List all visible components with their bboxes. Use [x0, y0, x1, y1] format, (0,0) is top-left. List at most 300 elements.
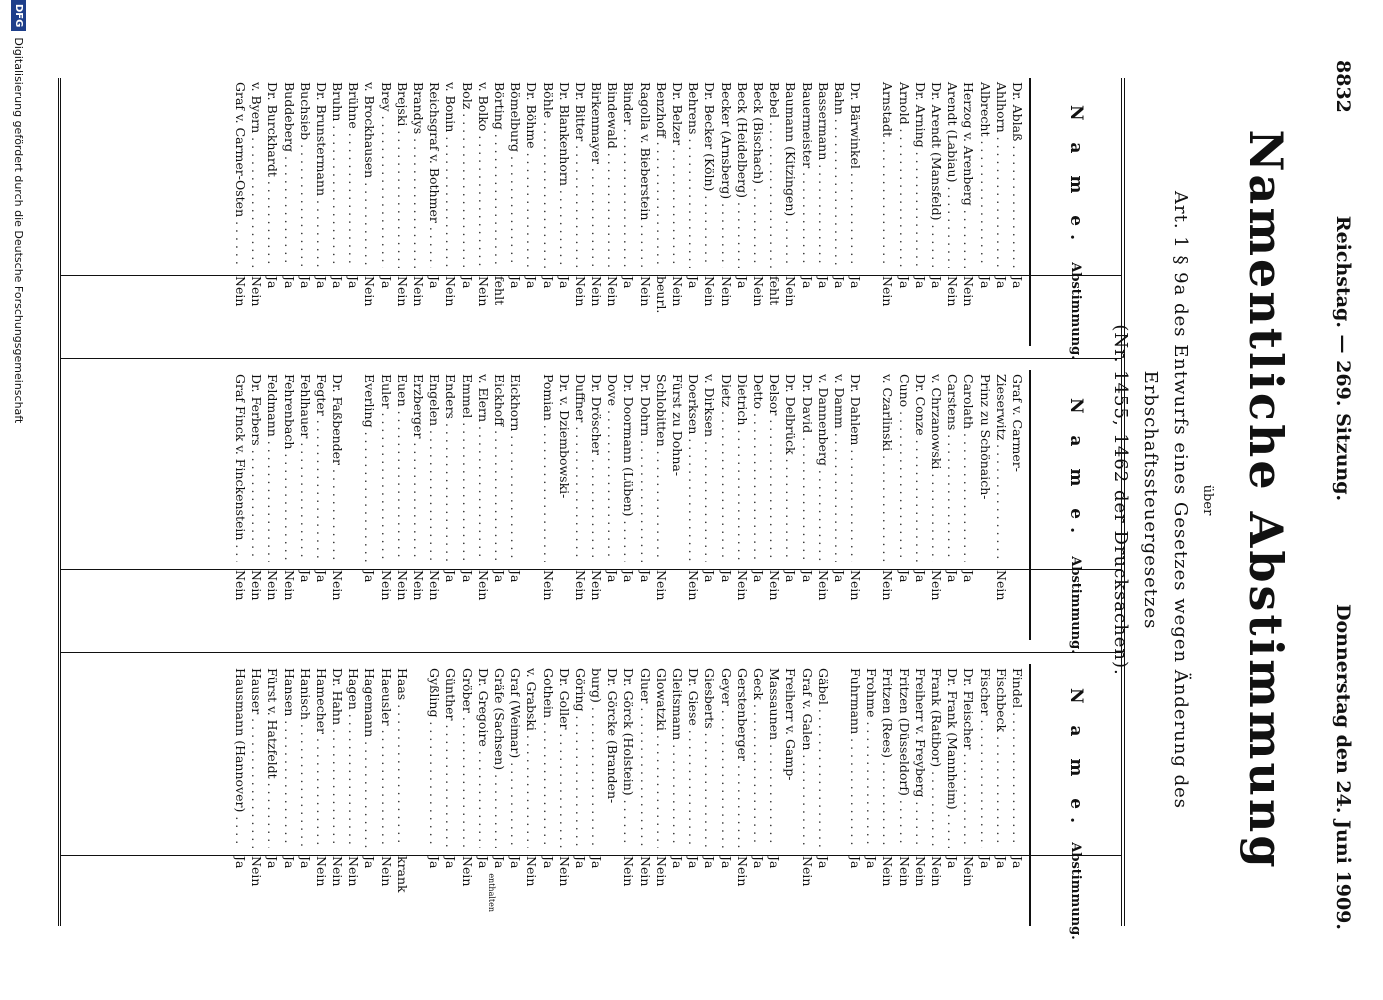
vote-value: Ja — [265, 276, 281, 289]
member-name: Dr. Dohrn . . . — [637, 370, 653, 562]
table-row — [637, 664, 653, 926]
vote-value: Ja — [297, 856, 313, 869]
table-column-1 — [61, 78, 1121, 360]
table-row — [248, 664, 264, 926]
member-name: Giesberts . . . — [701, 664, 717, 848]
table-row — [410, 370, 426, 640]
table-row — [734, 664, 750, 926]
member-name: Dr. Dahlem . . . — [847, 370, 863, 562]
table-row — [329, 370, 345, 640]
vote-value: Ja — [362, 570, 378, 583]
dfg-logo: DFG — [12, 0, 27, 31]
member-name: Dr. Goller . . . — [556, 664, 572, 848]
vote-value: Nein — [880, 856, 896, 887]
vote-value — [669, 562, 685, 640]
member-name: Fritzen (Rees) . . . — [879, 664, 895, 848]
member-name: Dr. Brunstermann . . . — [313, 78, 329, 268]
member-name: Böhle . . . — [539, 78, 555, 268]
vote-value: Nein — [443, 276, 459, 307]
member-name: Dr. Görck (Holstein) . . . — [620, 664, 636, 848]
member-name: Carstens . . . — [944, 370, 960, 562]
member-name: Dr. Becker (Köln) . . . — [701, 78, 717, 268]
vote-value: Nein — [394, 570, 410, 601]
table-row — [313, 78, 329, 346]
table-row — [345, 664, 361, 926]
table-row — [815, 370, 831, 640]
table-row — [944, 664, 960, 926]
member-name: Feldmann . . . — [264, 370, 280, 562]
vote-value: Ja — [459, 570, 475, 583]
vote-value: Ja — [621, 276, 637, 289]
member-name: burg) . . . — [588, 664, 604, 848]
member-name: Freiherr v. Gamp- — [783, 668, 799, 781]
vote-value: Nein — [702, 276, 718, 307]
vote-value: Ja — [443, 570, 459, 583]
table-row — [815, 78, 831, 346]
member-name: Bindewald . . . — [604, 78, 620, 268]
vote-value: fehlt — [492, 276, 507, 306]
member-name: Glowatzki . . . — [653, 664, 669, 848]
table-row — [539, 78, 555, 346]
table-row — [944, 370, 960, 640]
member-name: v. Bolko . . . — [475, 78, 491, 268]
vote-value — [976, 562, 992, 640]
vote-value: Ja — [556, 276, 572, 289]
table-row — [766, 664, 782, 926]
table-row — [669, 664, 685, 926]
member-name: Dove . . . — [604, 370, 620, 562]
session-title: Reichstag. — 269. Sitzung. — [1332, 215, 1354, 502]
vote-value: Nein — [427, 570, 443, 601]
vote-header: Abstimmung. — [1068, 556, 1084, 654]
table-row — [426, 78, 442, 346]
vote-value — [345, 562, 361, 640]
table-row — [993, 78, 1009, 346]
table-row — [442, 664, 458, 926]
member-name — [831, 664, 847, 848]
vote-value — [523, 562, 539, 640]
vote-value: Nein — [670, 276, 686, 307]
table-row — [912, 664, 928, 926]
vote-value: Ja — [702, 570, 718, 583]
session-date: Donnerstag den 24. Juni 1909. — [1332, 604, 1354, 930]
table-row — [604, 370, 620, 640]
member-name: Eickhoff . . . — [491, 370, 507, 562]
table-row — [734, 78, 750, 346]
member-name: Haeusler . . . — [378, 664, 394, 848]
vote-value: Nein — [848, 570, 864, 601]
table-row — [442, 78, 458, 346]
table-row — [1009, 664, 1025, 926]
member-name: Hansen . . . — [280, 664, 296, 848]
table-row — [669, 370, 685, 640]
table-row — [847, 370, 863, 640]
vote-value: Ja — [670, 856, 686, 869]
vote-value: Nein — [249, 276, 265, 307]
member-name: Gröber . . . — [458, 664, 474, 848]
vote-value: Ja — [362, 856, 378, 869]
vote-value: Ja — [281, 856, 297, 869]
member-name: Fürst v. Hatzfeldt . . . — [264, 664, 280, 848]
table-row — [944, 78, 960, 346]
member-name: v. Grabski . . . — [523, 664, 539, 848]
table-row — [394, 78, 410, 346]
vote-value: Ja — [378, 276, 394, 289]
vote-value: Ja — [508, 276, 524, 289]
member-name: Buddeberg . . . — [280, 78, 296, 268]
table-row — [960, 78, 976, 346]
vote-value: Nein — [653, 856, 669, 887]
vote-value: Nein — [961, 856, 977, 887]
vote-value: Ja — [492, 856, 507, 869]
vote-value: Ja — [977, 856, 993, 869]
vote-value: fehlt — [767, 276, 783, 306]
vote-value — [556, 562, 572, 640]
member-name — [523, 370, 539, 562]
vote-value: Nein — [378, 856, 394, 887]
vote-value: Ja — [265, 856, 281, 869]
member-name: Dr. Arning . . . — [912, 78, 928, 268]
vote-value: Ja — [475, 856, 491, 869]
vote-value: krank — [394, 856, 410, 893]
member-name: Dr. Bärwinkel . . . — [847, 78, 863, 268]
member-name: Frank (Ratibor) . . . — [928, 664, 944, 848]
name-header: N a m e. — [1031, 664, 1121, 856]
member-name: Dr. Bitter . . . — [572, 78, 588, 268]
vote-value: Ja — [524, 276, 540, 289]
member-name: Doerksen . . . — [685, 370, 701, 562]
vote-value: Ja — [831, 570, 847, 583]
member-name: Gothein . . . — [539, 664, 555, 848]
vote-value: Ja — [718, 570, 734, 583]
vote-value — [863, 268, 879, 346]
table-row — [815, 664, 831, 926]
member-name: Hagen . . . — [345, 664, 361, 848]
member-name: v. Brockhausen . . . — [361, 78, 377, 268]
member-name: Eickhorn . . . — [507, 370, 523, 562]
member-name: v. Dannenberg . . . — [815, 370, 831, 562]
vote-value: Ja — [313, 276, 329, 289]
table-row — [766, 78, 782, 346]
member-name: Dr. Conze . . . — [912, 370, 928, 562]
vote-value: Nein — [475, 276, 491, 307]
member-name: Brühne . . . — [345, 78, 361, 268]
table-row — [960, 370, 976, 640]
member-name: Arnold . . . — [896, 78, 912, 268]
member-name: Freiherr v. Freyberg . . . — [912, 664, 928, 848]
member-name: Gerstenberger . . . — [734, 664, 750, 848]
member-name: Pomian . . . — [539, 370, 555, 562]
table-row — [896, 78, 912, 346]
member-name: Dr. v. Dziembowski- — [556, 374, 572, 499]
member-name: Bebel . . . — [766, 78, 782, 268]
vote-value — [410, 848, 426, 926]
table-row — [329, 664, 345, 926]
table-row — [653, 370, 669, 640]
table-row — [831, 664, 847, 926]
vote-value: Nein — [378, 570, 394, 601]
table-row — [264, 664, 280, 926]
vote-value: Ja — [961, 570, 977, 583]
subject-line-2: (Nr. 1455, 1462 der Drucksachen). — [1110, 324, 1131, 676]
table-row — [248, 370, 264, 640]
table-row — [976, 664, 992, 926]
member-name: Dr. Hahn . . . — [329, 664, 345, 848]
member-name: Graf Finck v. Finckenstein . . . — [232, 370, 248, 562]
vote-value: Ja — [734, 276, 750, 289]
member-name: Fürst zu Dohna- — [670, 374, 686, 477]
vote-value: beurl. — [653, 276, 669, 314]
vote-table — [58, 78, 1125, 940]
member-name: Cuno . . . — [896, 370, 912, 562]
table-rows — [232, 664, 1029, 926]
vote-value: Ja — [799, 276, 815, 289]
table-row — [685, 664, 701, 926]
table-row — [637, 78, 653, 346]
table-row — [879, 370, 895, 640]
vote-value: Ja — [427, 856, 443, 869]
member-name: v. Chrzanowski . . . — [928, 370, 944, 562]
member-name: Hausmann (Hannover) . . . — [232, 664, 248, 848]
table-column-2 — [61, 370, 1121, 654]
vote-value: Nein — [961, 276, 977, 307]
table-row — [572, 370, 588, 640]
member-name: Haas . . . — [394, 664, 410, 848]
member-name: Gäbel . . . — [815, 664, 831, 848]
name-header: N a m e. — [1031, 370, 1121, 570]
vote-value: Ja — [427, 276, 443, 289]
member-name: Hauser . . . — [248, 664, 264, 848]
table-row — [928, 664, 944, 926]
member-name: Dr. Delbrück . . . — [782, 370, 798, 562]
table-row — [847, 664, 863, 926]
table-row — [588, 370, 604, 640]
vote-value: Ja — [1010, 276, 1025, 289]
table-row — [993, 370, 1009, 640]
table-row — [604, 664, 620, 926]
table-row — [361, 370, 377, 640]
member-name: Benzhoff . . . — [653, 78, 669, 268]
vote-value: Ja — [848, 276, 864, 289]
vote-value: Nein — [734, 570, 750, 601]
member-name: Buchsieb . . . — [297, 78, 313, 268]
member-name: Dr. Giese . . . — [685, 664, 701, 848]
vote-value: Ja — [492, 570, 507, 583]
member-name: Ragolla v. Bieberstein . . . — [637, 78, 653, 268]
vote-value: Nein — [605, 276, 621, 307]
table-row — [556, 78, 572, 346]
member-name: Engelen . . . — [426, 370, 442, 562]
member-name: Carolath . . . — [960, 370, 976, 562]
vote-value: Nein — [929, 570, 945, 601]
vote-value: Nein — [572, 276, 588, 307]
member-name: Dr. Gregoire . . . — [475, 664, 491, 848]
member-name: Bömelburg . . . — [507, 78, 523, 268]
member-name: v. Elern . . . — [475, 370, 491, 562]
table-row — [248, 78, 264, 346]
table-row — [378, 78, 394, 346]
vote-value: Nein — [589, 276, 605, 307]
table-row — [232, 78, 248, 346]
vote-value: Ja — [848, 856, 864, 869]
vote-value: Nein — [346, 856, 362, 887]
vote-value: Ja — [896, 276, 912, 289]
table-column-3 — [61, 664, 1121, 940]
member-name: Delsor . . . — [766, 370, 782, 562]
table-row — [426, 370, 442, 640]
vote-value: Nein — [249, 856, 265, 887]
table-row — [798, 370, 814, 640]
table-row — [604, 78, 620, 346]
member-name: Graf v. Galen . . . — [798, 664, 814, 848]
table-row — [976, 370, 992, 640]
member-name: Detto . . . — [750, 370, 766, 562]
vote-value: Ja — [233, 856, 248, 869]
vote-value: Ja — [945, 570, 961, 583]
table-row — [280, 370, 296, 640]
vote-value: Nein — [637, 856, 653, 887]
table-row — [701, 370, 717, 640]
table-row — [523, 78, 539, 346]
table-row — [458, 370, 474, 640]
column-divider — [61, 358, 1121, 359]
table-row — [766, 370, 782, 640]
column-divider — [61, 652, 1121, 653]
vote-value: Ja — [751, 570, 766, 583]
table-row — [798, 78, 814, 346]
vote-value: Ja — [313, 570, 329, 583]
table-row — [831, 370, 847, 640]
table-row — [701, 78, 717, 346]
member-name: Behrens . . . — [685, 78, 701, 268]
vote-value: Ja — [589, 856, 605, 869]
vote-value — [782, 848, 798, 926]
table-row — [329, 78, 345, 346]
vote-header: Abstimmung. — [1068, 842, 1084, 940]
table-row — [976, 78, 992, 346]
vote-value: Ja — [815, 276, 831, 289]
vote-value: Ja — [443, 856, 459, 869]
vote-value: Nein — [686, 570, 702, 601]
vote-value: Nein — [524, 856, 540, 887]
member-name: Duffner . . . — [572, 370, 588, 562]
member-name: Dietz . . . — [717, 370, 733, 562]
member-name: Dr. Burckhardt . . . — [264, 78, 280, 268]
member-name: Bauermeister . . . — [798, 78, 814, 268]
vote-value: Nein — [637, 276, 653, 307]
member-name: Hanisch . . . — [297, 664, 313, 848]
table-row — [896, 370, 912, 640]
member-name: Arnstadt . . . — [879, 78, 895, 268]
member-name: Geyer . . . — [717, 664, 733, 848]
member-name: Dr. Doormann (Lüben) . . . — [620, 370, 636, 562]
vote-value: Nein — [880, 570, 896, 601]
vote-value: Ja — [751, 856, 766, 869]
table-row — [717, 370, 733, 640]
vote-value: Nein — [540, 570, 556, 601]
member-name: Dr. Dröscher . . . — [588, 370, 604, 562]
table-row — [831, 78, 847, 346]
page-number: 8832 — [1332, 60, 1354, 113]
member-name: Schlobitten . . . — [653, 370, 669, 562]
table-row — [442, 370, 458, 640]
vote-value: Nein — [411, 276, 427, 307]
vote-value: Nein — [751, 276, 766, 307]
vote-value: Nein — [929, 856, 945, 887]
table-row — [750, 78, 766, 346]
table-row — [297, 370, 313, 640]
member-name: Gyßling . . . — [426, 664, 442, 848]
vote-value: Ja — [702, 856, 718, 869]
member-name: Dr. Ablaß . . . — [1009, 78, 1025, 268]
table-row — [361, 664, 377, 926]
table-row — [847, 78, 863, 346]
vote-value: Ja — [912, 276, 928, 289]
table-row — [361, 78, 377, 346]
vote-value: Ja — [459, 276, 475, 289]
vote-value: Nein — [330, 856, 346, 887]
table-row — [572, 664, 588, 926]
vote-value: Nein — [233, 570, 248, 601]
table-row — [378, 370, 394, 640]
vote-header: Abstimmung. — [1068, 262, 1084, 360]
vote-value: Nein — [621, 856, 637, 887]
vote-value: Ja — [993, 276, 1009, 289]
table-row — [410, 78, 426, 346]
vote-value: Ja — [605, 570, 621, 583]
member-name: Emmel . . . — [458, 370, 474, 562]
table-row — [426, 664, 442, 926]
table-row — [458, 78, 474, 346]
table-row — [896, 664, 912, 926]
member-name: Euler . . . — [378, 370, 394, 562]
table-row — [928, 78, 944, 346]
table-row — [879, 78, 895, 346]
table-row — [313, 664, 329, 926]
vote-value: Nein — [896, 856, 912, 887]
table-row — [653, 78, 669, 346]
table-row — [232, 370, 248, 640]
vote-value: Nein — [556, 856, 572, 887]
member-name: Börting . . . — [491, 78, 507, 268]
member-name: Brejski . . . — [394, 78, 410, 268]
vote-value: Ja — [1010, 856, 1025, 869]
member-name: Arendt (Labiau) . . . — [944, 78, 960, 268]
table-row — [475, 370, 491, 640]
vote-value: Nein — [815, 570, 831, 601]
member-name: Beck (Bischach) . . . — [750, 78, 766, 268]
member-name: Dr. Faßbender . . . — [329, 370, 345, 562]
digitization-credit — [7, 0, 31, 1000]
table-row — [280, 78, 296, 346]
table-row — [394, 370, 410, 640]
vote-value: Ja — [977, 276, 993, 289]
vote-value: Nein — [233, 276, 248, 307]
member-name — [410, 664, 426, 848]
vote-value: Ja — [297, 276, 313, 289]
table-row — [458, 664, 474, 926]
vote-value: Ja — [929, 276, 945, 289]
table-row — [620, 664, 636, 926]
table-row — [523, 664, 539, 926]
member-name: Fischbeck . . . — [993, 664, 1009, 848]
member-name: v. Byern . . . — [248, 78, 264, 268]
table-rows — [232, 78, 1029, 346]
table-row — [798, 664, 814, 926]
member-name: Herzog v. Arenberg . . . — [960, 78, 976, 268]
table-row — [475, 664, 496, 926]
member-name: Bruhn . . . — [329, 78, 345, 268]
